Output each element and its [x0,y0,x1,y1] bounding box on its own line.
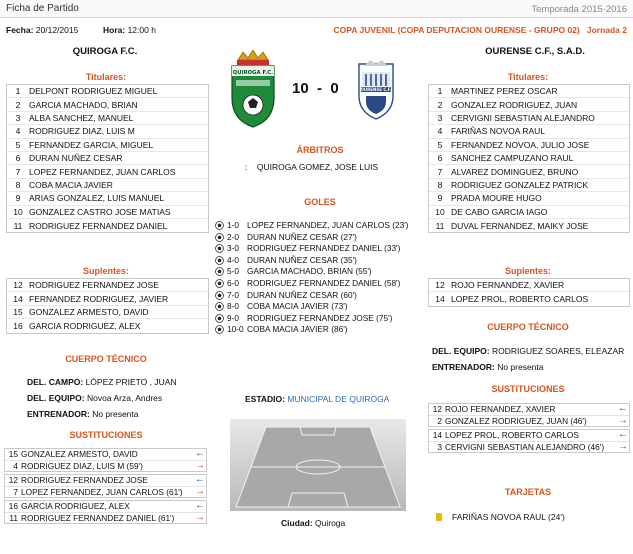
home-score: 10 [292,80,309,97]
goal-scorer[interactable]: DURAN NUÑEZ CESAR (35') [247,254,357,265]
substitution-row[interactable] [5,449,206,461]
sub-player: RODRIGUEZ DIAZ, LUIS M (59') [21,460,143,471]
list-item[interactable]: 5 FERNANDEZ GARCIA, MIGUEL [7,139,208,152]
scoreboard [292,80,339,97]
home-subst-title: SUSTITUCIONES [69,430,143,440]
goal-row [215,278,415,289]
away-substitutions [428,403,630,455]
goals-list [215,220,415,336]
list-item[interactable]: 12 ROJO FERNANDEZ, XAVIER [429,279,629,292]
substitution-row[interactable] [429,404,629,416]
home-staff-entrenador: ENTRENADOR: No presenta [27,409,139,419]
substitution-row[interactable] [5,513,206,524]
round-label: Jornada 2 [586,25,627,35]
home-staff-campo: DEL. CAMPO: LÓPEZ PRIETO , JUAN [27,377,177,387]
city-row [281,518,345,528]
goal-row [215,290,415,301]
ball-icon [215,291,224,300]
sub-player: GONZALEZ ARMESTO, DAVID [21,449,138,459]
sub-number: 3 [437,441,442,452]
goal-scorer[interactable]: RODRIGUEZ FERNANDEZ DANIEL (58') [247,277,401,288]
list-item[interactable]: 9 ARIAS GONZALEZ, LUIS MANUEL [7,192,208,205]
ball-icon [215,325,224,334]
home-staff-title: CUERPO TÉCNICO [65,354,147,364]
list-item[interactable]: 1 MARTINEZ PEREZ OSCAR [429,85,629,98]
list-item[interactable]: 10 DE CABO GARCIA IAGO [429,206,629,219]
list-item[interactable]: 8 COBA MACIA JAVIER [7,179,208,192]
sub-player: LOPEZ FERNANDEZ, JUAN CARLOS (61') [21,486,183,497]
goal-row [215,324,415,335]
time-value: 12:00 h [127,25,156,35]
away-crest-icon [356,58,396,120]
arrow-right-icon: → [195,485,205,497]
home-subs-title: Suplentes: [82,266,129,276]
home-team-name[interactable]: QUIROGA F.C. [72,46,138,57]
goal-row [215,243,415,254]
goal-scorer[interactable]: RODRIGUEZ FERNANDEZ JOSE (75') [247,312,393,323]
svg-text:OURENSE C.F.: OURENSE C.F. [360,87,392,92]
list-item[interactable]: 10 GONZALEZ CASTRO JOSE MATIAS [7,206,208,219]
list-item[interactable]: 1 DELPONT RODRIGUEZ MIGUEL [7,85,208,98]
substitution-row[interactable] [5,487,206,498]
list-item[interactable]: 2 GONZALEZ RODRIGUEZ, JUAN [429,98,629,111]
list-item[interactable]: 2 GARCIA MACHADO, BRIAN [7,98,208,111]
season-label: Temporada 2015-2016 [531,4,627,15]
ball-icon [215,279,224,288]
card-row [436,512,565,522]
sub-number: 11 [9,512,18,523]
list-item[interactable]: 11 DUVAL FERNANDEZ, MAIKY JOSE [435,220,589,231]
away-subs-title: Suplentes: [504,266,551,276]
list-item[interactable]: 8 RODRIGUEZ GONZALEZ PATRICK [429,179,629,192]
goal-scorer[interactable]: DURAN NUÑEZ CESAR (27') [247,231,357,242]
match-date [6,25,78,35]
substitution-group [428,403,630,427]
home-starters-title: Titulares: [85,72,127,82]
list-item[interactable]: 14 FERNANDEZ RODRIGUEZ, JAVIER [7,292,208,305]
list-item[interactable]: 4 FARIÑAS NOVOA RAUL [429,125,629,138]
away-staff-equipo: DEL. EQUIPO: RODRIGUEZ SOARES, ELEAZAR [432,346,625,356]
tab-bar [0,0,633,18]
substitution-group [4,500,207,524]
list-item[interactable]: 4 RODRIGUEZ DIAZ, LUIS M [7,125,208,138]
arrow-right-icon: → [618,414,628,426]
ball-icon [215,267,224,276]
substitution-row[interactable] [5,475,206,487]
match-time [103,25,156,35]
substitution-row[interactable] [429,416,629,427]
list-item[interactable]: 12 RODRIGUEZ FERNANDEZ JOSE [7,279,208,292]
sub-number: 12 [432,404,442,414]
tab-title[interactable]: Ficha de Partido [6,3,79,14]
arrow-right-icon: → [195,459,205,471]
goal-row [215,220,415,231]
goal-scorer[interactable]: COBA MACIA JAVIER (86') [247,324,348,335]
sub-player: RODRIGUEZ FERNANDEZ DANIEL (61') [21,512,175,523]
away-subst-title: SUSTITUCIONES [491,384,565,394]
substitution-group [428,429,630,453]
away-team-name[interactable]: OURENSE C.F., S.A.D. [485,46,585,57]
ball-icon [215,256,224,265]
home-subs-list [6,278,209,334]
date-value: 20/12/2015 [35,25,79,35]
ball-icon [215,314,224,323]
goal-score: 2-0 [227,231,239,242]
city-value: Quiroga [315,518,346,528]
list-item[interactable]: 11 RODRIGUEZ FERNANDEZ DANIEL [13,220,168,231]
arrow-left-icon: ← [195,474,205,485]
list-item[interactable]: 7 LOPEZ FERNANDEZ, JUAN CARLOS [7,165,208,178]
referee-separator: : [245,162,248,172]
goal-row [215,232,415,243]
goal-score: 4-0 [227,254,239,265]
goal-row [215,266,415,277]
substitution-row[interactable] [5,501,206,513]
list-item[interactable]: 5 FERNANDEZ NOVOA, JULIO JOSE [429,139,629,152]
sub-number: 7 [13,486,18,497]
goal-scorer[interactable]: GARCIA MACHADO, BRIAN (55') [247,266,372,277]
referees-title: ÁRBITROS [296,145,344,155]
goal-score: 1-0 [227,220,239,230]
stadium-label: ESTADIO: [245,394,285,404]
sub-number: 14 [432,430,442,440]
goal-scorer[interactable]: COBA MACIA JAVIER (73') [247,301,348,312]
away-starters-title: Titulares: [507,72,549,82]
stadium-row [245,394,389,404]
sub-number: 15 [8,449,18,459]
competition [334,25,627,35]
substitution-row[interactable] [429,442,629,453]
list-item[interactable]: 9 PRADA MOURE HUGO [429,192,629,205]
goal-score: 9-0 [227,312,239,323]
referee-name: QUIROGA GOMEZ, JOSE LUIS [256,162,379,172]
sub-number: 12 [8,475,18,485]
away-starters-list [428,84,630,233]
list-item[interactable]: 15 GONZALEZ ARMESTO, DAVID [7,306,208,319]
home-staff-equipo: DEL. EQUIPO: Novoa Arza, Andres [27,393,163,403]
score-separator: - [317,80,323,97]
goal-row [215,313,415,324]
arrow-right-icon: → [195,511,205,523]
list-item[interactable]: 16 GARCIA RODRIGUEZ, ALEX [13,320,141,331]
stadium-link[interactable]: MUNICIPAL DE QUIROGA [287,394,390,404]
arrow-left-icon: ← [618,429,628,440]
cards-title: TARJETAS [504,487,552,497]
sub-player: CERVIGNI SEBASTIAN ALEJANDRO (46') [445,441,605,452]
list-item[interactable]: 3 ALBA SANCHEZ, MANUEL [7,112,208,125]
ball-icon [215,302,224,311]
away-staff-entrenador: ENTRENADOR: No presenta [432,362,544,372]
goal-score: 7-0 [227,289,239,300]
goal-score: 5-0 [227,266,239,277]
arrow-left-icon: ← [195,448,205,459]
goal-scorer[interactable]: RODRIGUEZ FERNANDEZ DANIEL (33') [247,243,401,254]
substitution-group [4,474,207,498]
sub-player: GARCIA RODRIGUEZ, ALEX [21,501,130,511]
arrow-left-icon: ← [618,403,628,414]
list-item[interactable]: 6 DURAN NUÑEZ CESAR [7,152,208,165]
list-item[interactable]: 3 CERVIGNI SEBASTIAN ALEJANDRO [429,112,629,125]
sub-player: ROJO FERNANDEZ, XAVIER [445,404,556,414]
goals-title: GOLES [304,197,336,207]
substitution-row[interactable] [429,430,629,442]
stadium-field-image [230,419,406,511]
card-player[interactable]: FARIÑAS NOVOA RAUL (24') [452,512,565,522]
away-staff-title: CUERPO TÉCNICO [487,322,569,332]
away-crest[interactable] [356,58,396,122]
city-label: Ciudad: [281,518,313,528]
sub-player: GONZALEZ RODRIGUEZ, JUAN (46') [445,415,587,426]
away-score: 0 [330,80,339,97]
away-subs-list [428,278,630,307]
home-substitutions [4,448,207,526]
arrow-left-icon: ← [195,500,205,511]
sub-number: 16 [8,501,18,511]
substitution-group [4,448,207,472]
list-item[interactable]: 7 ALVAREZ DOMINGUEZ, BRUNO [429,165,629,178]
date-label: Fecha: [6,25,34,35]
sub-number: 2 [437,415,442,426]
goal-scorer[interactable]: DURAN NUÑEZ CESAR (60') [247,289,357,300]
svg-text:QUIROGA F.C.: QUIROGA F.C. [232,70,274,76]
goal-scorer[interactable]: LOPEZ FERNANDEZ, JUAN CARLOS (23') [247,220,409,230]
time-label: Hora: [103,25,126,35]
referee-row [245,162,378,172]
ball-icon [215,244,224,253]
substitution-row[interactable] [5,461,206,472]
ball-icon [215,221,224,230]
goal-row [215,255,415,266]
competition-name[interactable]: COPA JUVENIL (COPA DEPUTACION OURENSE - GRUPO 02) [333,25,580,35]
sub-player: RODRIGUEZ FERNANDEZ JOSE [21,475,148,485]
list-item[interactable]: 14 LOPEZ PROL, ROBERTO CARLOS [435,294,589,305]
arrow-right-icon: → [618,440,628,452]
list-item[interactable]: 6 SANCHEZ CAMPUZANO RAUL [429,152,629,165]
home-starters-list [6,84,209,233]
goal-score: 8-0 [227,301,239,312]
ball-icon [215,233,224,242]
home-crest[interactable] [228,50,278,130]
goal-row [215,301,415,312]
yellow-card-icon [436,513,442,521]
sub-number: 4 [13,460,18,471]
goal-score: 10-0 [227,324,244,335]
goal-score: 6-0 [227,277,239,288]
sub-player: LOPEZ PROL, ROBERTO CARLOS [445,430,579,440]
goal-score: 3-0 [227,243,239,254]
home-crest-icon [228,50,278,128]
